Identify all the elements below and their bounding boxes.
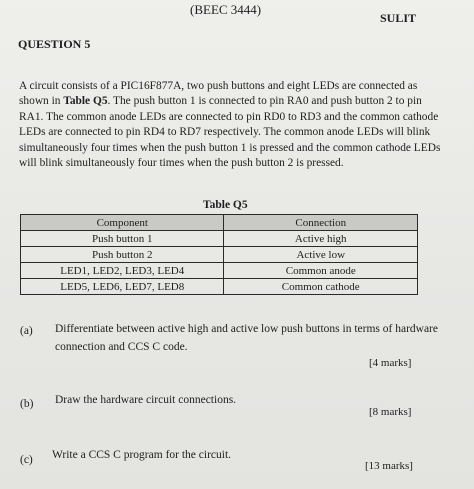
part-b-marks: [8 marks] xyxy=(369,406,412,418)
table-row xyxy=(21,263,418,279)
paragraph-line: RA1. The common anode LEDs are connected to pin RD0 to RD3 and the common cathode xyxy=(19,110,439,123)
header-component: Component xyxy=(21,215,224,231)
classification-label: SULIT xyxy=(380,11,417,25)
part-c-text: Write a CCS C program for the circuit. xyxy=(52,449,232,461)
table-header-row xyxy=(21,215,418,231)
part-a-label: (a) xyxy=(20,325,33,337)
table-cell: Active low xyxy=(224,247,418,263)
table-cell: Push button 1 xyxy=(21,231,224,247)
table-caption: Table Q5 xyxy=(203,199,248,211)
course-code: (BEEC 3444) xyxy=(190,2,262,17)
part-b-label: (b) xyxy=(20,398,34,410)
part-a-text-line2: connection and CCS C code. xyxy=(55,341,188,353)
paragraph-line: simultaneously four times when the push button 1 is pressed and the common cathode LEDs xyxy=(19,141,441,154)
connection-table xyxy=(20,214,418,295)
table-reference: Table Q5 xyxy=(63,95,108,108)
table-cell: LED1, LED2, LED3, LED4 xyxy=(21,263,224,279)
table-cell: Common anode xyxy=(224,263,418,279)
paragraph-line: will blink simultaneously four times when the push button 2 is pressed. xyxy=(19,157,344,170)
part-b-text: Draw the hardware circuit connections. xyxy=(55,394,237,406)
paragraph-line: shown in Table Q5. The push button 1 is connected to pin RA0 and push button 2 to pin xyxy=(19,95,422,108)
header-connection: Connection xyxy=(224,215,418,231)
table-cell: Push button 2 xyxy=(21,247,224,263)
part-a-text-line1: Differentiate between active high and active low push buttons in terms of hardware xyxy=(55,323,438,335)
table-row xyxy=(21,231,418,247)
part-c-marks: [13 marks] xyxy=(365,460,413,472)
paragraph-line: LEDs are connected to pin RD4 to RD7 respectively. The common anode LEDs will blink xyxy=(19,126,431,139)
question-title: QUESTION 5 xyxy=(18,37,91,51)
paragraph-line: A circuit consists of a PIC16F877A, two push buttons and eight LEDs are connected as xyxy=(19,80,418,92)
table-cell: LED5, LED6, LED7, LED8 xyxy=(21,279,224,295)
table-row xyxy=(21,279,418,295)
part-c-label: (c) xyxy=(20,454,33,466)
part-a-marks: [4 marks] xyxy=(369,357,412,369)
question-paragraph xyxy=(19,79,441,171)
table-row xyxy=(21,247,418,263)
table-cell: Common cathode xyxy=(224,279,418,295)
table-cell: Active high xyxy=(224,231,418,247)
